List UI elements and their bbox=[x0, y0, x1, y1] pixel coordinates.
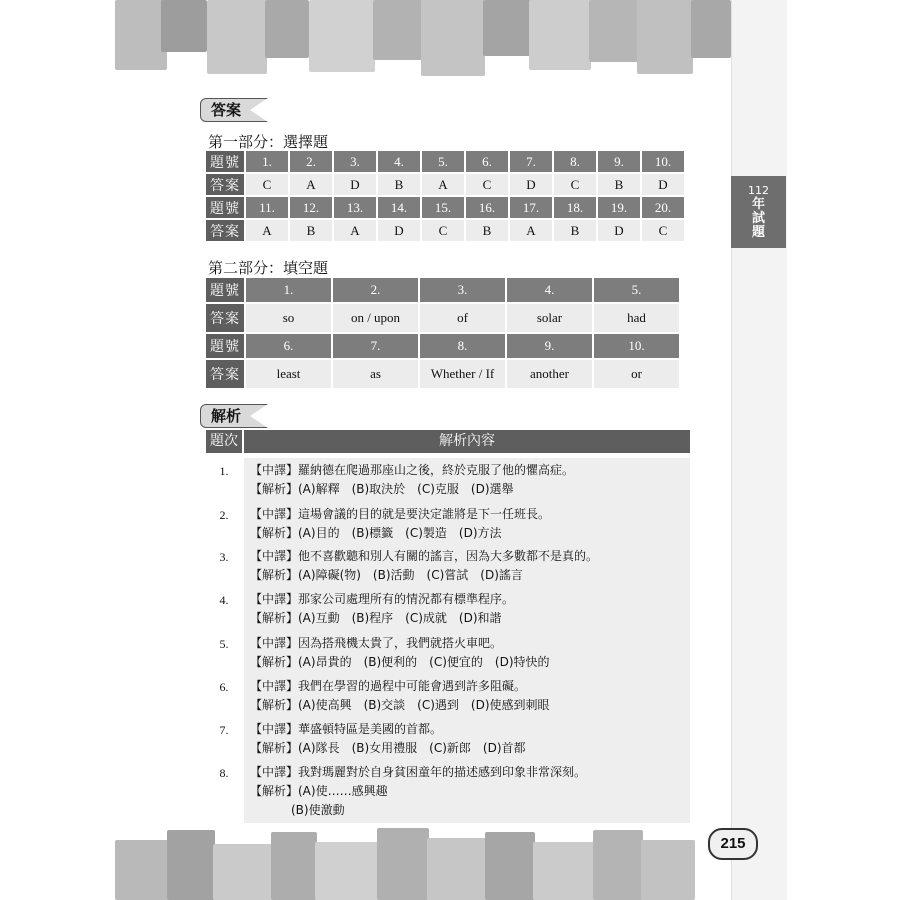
translation-line: 【中譯】我們在學習的過程中可能會遇到許多阻礙。 bbox=[250, 679, 527, 693]
explanation-row bbox=[206, 502, 690, 546]
question-number: 1. bbox=[246, 151, 288, 172]
translation-line: 【中譯】這場會議的目的就是要決定誰將是下一任班長。 bbox=[250, 507, 551, 521]
question-number: 10. bbox=[642, 151, 684, 172]
question-number: 10. bbox=[594, 334, 679, 358]
answer-cell: B bbox=[598, 174, 640, 195]
answer-cell: solar bbox=[507, 304, 592, 332]
year-number: 112 bbox=[748, 184, 769, 197]
answer-cell: on / upon bbox=[333, 304, 418, 332]
question-number: 16. bbox=[466, 197, 508, 218]
item-number: 1. bbox=[219, 464, 229, 478]
item-number: 3. bbox=[219, 550, 229, 564]
question-number: 20. bbox=[642, 197, 684, 218]
question-number: 11. bbox=[246, 197, 288, 218]
question-number: 12. bbox=[290, 197, 332, 218]
question-number: 7. bbox=[333, 334, 418, 358]
answer-cell: D bbox=[510, 174, 552, 195]
question-number: 8. bbox=[554, 151, 596, 172]
top-tape-decoration bbox=[115, 0, 731, 78]
answer-cell: had bbox=[594, 304, 679, 332]
question-number: 9. bbox=[598, 151, 640, 172]
row-label: 答案 bbox=[206, 360, 244, 388]
answer-cell: as bbox=[333, 360, 418, 388]
year-label-3: 題 bbox=[751, 225, 765, 240]
item-number: 7. bbox=[219, 723, 229, 737]
part1-answer-table bbox=[204, 149, 686, 243]
part2-title: 第二部分：填空題 bbox=[208, 259, 329, 277]
row-label: 題號 bbox=[206, 278, 244, 302]
table-row bbox=[206, 151, 684, 172]
answer-cell: B bbox=[290, 220, 332, 241]
translation-line: 【中譯】因為搭飛機太貴了，我們就搭火車吧。 bbox=[250, 636, 503, 650]
explanation-row bbox=[206, 760, 690, 823]
answer-cell: another bbox=[507, 360, 592, 388]
explanation-content bbox=[244, 674, 690, 718]
question-number: 4. bbox=[378, 151, 420, 172]
explanation-content bbox=[244, 587, 690, 631]
year-label-1: 年 bbox=[751, 197, 765, 212]
table-row bbox=[206, 278, 679, 302]
question-number: 14. bbox=[378, 197, 420, 218]
explanation-table-header bbox=[206, 430, 690, 453]
side-strip bbox=[731, 0, 787, 900]
page-number: 215 bbox=[708, 828, 758, 860]
bottom-tape-decoration bbox=[115, 826, 731, 900]
explanation-content bbox=[244, 717, 690, 761]
question-number: 3. bbox=[334, 151, 376, 172]
row-label: 題號 bbox=[206, 197, 244, 218]
question-number: 6. bbox=[246, 334, 331, 358]
translation-line: 【中譯】他不喜歡聽和別人有關的謠言，因為大多數都不是真的。 bbox=[250, 549, 599, 563]
table-row bbox=[206, 220, 684, 241]
explanation-content bbox=[244, 631, 690, 675]
table-row bbox=[206, 304, 679, 332]
item-number: 8. bbox=[219, 766, 229, 780]
answer-cell: C bbox=[466, 174, 508, 195]
question-number: 18. bbox=[554, 197, 596, 218]
question-number: 5. bbox=[422, 151, 464, 172]
translation-line: 【中譯】華盛頓特區是美國的首都。 bbox=[250, 722, 443, 736]
explanation-row bbox=[206, 631, 690, 675]
answer-cell: B bbox=[378, 174, 420, 195]
question-number: 19. bbox=[598, 197, 640, 218]
question-number: 7. bbox=[510, 151, 552, 172]
answer-cell: D bbox=[334, 174, 376, 195]
part2-answer-table bbox=[204, 276, 681, 390]
answer-cell: A bbox=[334, 220, 376, 241]
row-label: 答案 bbox=[206, 304, 244, 332]
answer-cell: B bbox=[466, 220, 508, 241]
row-label: 答案 bbox=[206, 174, 244, 195]
column-header-content: 解析內容 bbox=[244, 430, 690, 453]
explanation-row bbox=[206, 587, 690, 631]
answer-cell: least bbox=[246, 360, 331, 388]
answer-cell: A bbox=[422, 174, 464, 195]
explanation-content bbox=[244, 544, 690, 588]
analysis-line: 【解析】(A)解釋 (B)取決於 (C)克服 (D)選舉 bbox=[250, 482, 514, 496]
translation-line: 【中譯】那家公司處理所有的情況都有標準程序。 bbox=[250, 592, 515, 606]
table-row bbox=[206, 197, 684, 218]
analysis-line: (B)使激動 bbox=[291, 803, 345, 817]
item-number: 2. bbox=[219, 508, 229, 522]
answer-cell: D bbox=[378, 220, 420, 241]
item-number: 4. bbox=[219, 593, 229, 607]
explanation-content bbox=[244, 760, 690, 823]
explanation-section-tag: 解析 bbox=[200, 404, 268, 428]
question-number: 2. bbox=[290, 151, 332, 172]
year-side-tab bbox=[731, 176, 786, 248]
answer-cell: A bbox=[290, 174, 332, 195]
question-number: 4. bbox=[507, 278, 592, 302]
analysis-line: 【解析】(A)昂貴的 (B)便利的 (C)便宜的 (D)特快的 bbox=[250, 655, 550, 669]
question-number: 8. bbox=[420, 334, 505, 358]
translation-line: 【中譯】我對瑪麗對於自身貧困童年的描述感到印象非常深刻。 bbox=[250, 765, 587, 779]
item-number: 6. bbox=[219, 680, 229, 694]
question-number: 15. bbox=[422, 197, 464, 218]
question-number: 17. bbox=[510, 197, 552, 218]
answer-cell: so bbox=[246, 304, 331, 332]
answer-cell: D bbox=[642, 174, 684, 195]
analysis-line: 【解析】(A)目的 (B)標籤 (C)製造 (D)方法 bbox=[250, 526, 502, 540]
answer-cell: C bbox=[246, 174, 288, 195]
answer-cell: of bbox=[420, 304, 505, 332]
part1-title: 第一部分：選擇題 bbox=[208, 133, 329, 151]
column-header-number: 題次 bbox=[206, 430, 242, 453]
year-label-2: 試 bbox=[751, 211, 765, 226]
item-number: 5. bbox=[219, 637, 229, 651]
answer-cell: or bbox=[594, 360, 679, 388]
explanation-row bbox=[206, 717, 690, 761]
answer-cell: D bbox=[598, 220, 640, 241]
analysis-line: 【解析】(A)互動 (B)程序 (C)成就 (D)和諧 bbox=[250, 611, 502, 625]
analysis-line: 【解析】(A)障礙(物) (B)活動 (C)嘗試 (D)謠言 bbox=[250, 568, 523, 582]
explanation-content bbox=[244, 502, 690, 546]
question-number: 5. bbox=[594, 278, 679, 302]
question-number: 13. bbox=[334, 197, 376, 218]
explanation-row bbox=[206, 674, 690, 718]
explanation-content bbox=[244, 458, 690, 502]
row-label: 題號 bbox=[206, 334, 244, 358]
answer-cell: C bbox=[422, 220, 464, 241]
question-number: 6. bbox=[466, 151, 508, 172]
answer-cell: A bbox=[510, 220, 552, 241]
answer-cell: A bbox=[246, 220, 288, 241]
answer-cell: B bbox=[554, 220, 596, 241]
analysis-line: 【解析】(A)使……感興趣 bbox=[250, 784, 388, 798]
answer-cell: Whether / If bbox=[420, 360, 505, 388]
row-label: 答案 bbox=[206, 220, 244, 241]
analysis-line: 【解析】(A)使高興 (B)交談 (C)遇到 (D)使感到刺眼 bbox=[250, 698, 550, 712]
answer-cell: C bbox=[642, 220, 684, 241]
analysis-line: 【解析】(A)隊長 (B)女用禮服 (C)新郎 (D)首都 bbox=[250, 741, 526, 755]
explanation-row bbox=[206, 458, 690, 502]
translation-line: 【中譯】羅納德在爬過那座山之後，終於克服了他的懼高症。 bbox=[250, 463, 575, 477]
answer-cell: C bbox=[554, 174, 596, 195]
row-label: 題號 bbox=[206, 151, 244, 172]
question-number: 9. bbox=[507, 334, 592, 358]
question-number: 1. bbox=[246, 278, 331, 302]
table-row bbox=[206, 174, 684, 195]
question-number: 3. bbox=[420, 278, 505, 302]
table-row bbox=[206, 360, 679, 388]
explanation-row bbox=[206, 544, 690, 588]
question-number: 2. bbox=[333, 278, 418, 302]
table-row bbox=[206, 334, 679, 358]
answers-section-tag: 答案 bbox=[200, 98, 268, 122]
